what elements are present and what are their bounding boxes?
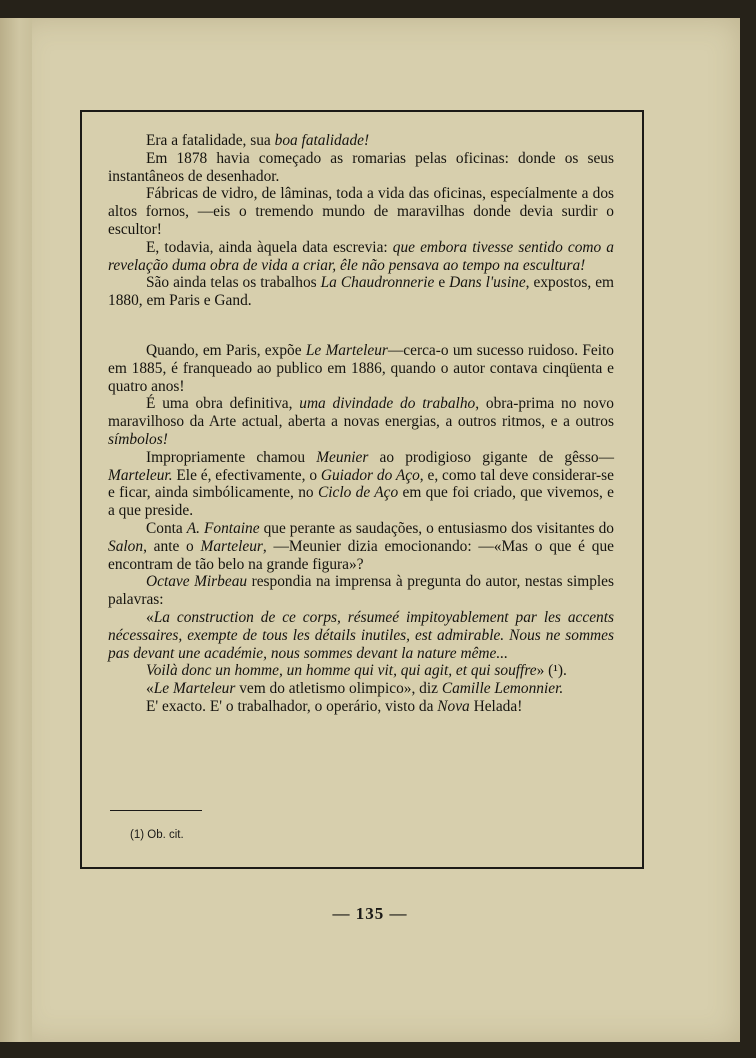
italic-run: Camille Lemonnier. — [441, 680, 564, 698]
italic-run: A. Fontaine — [186, 519, 260, 537]
text-run: vem do atletismo olimpico», diz — [235, 680, 442, 698]
paragraph — [108, 573, 614, 609]
text-run: , expostos, em 1880, em Paris e Gand. — [108, 274, 614, 310]
italic-run: boa fatalidade! — [274, 132, 370, 149]
text-run: É uma obra definitiva, — [146, 395, 300, 413]
text-run: , obra-prima no novo maravilhoso da Arte actual, aberta a novas energias, a outros ritmos, e a outros — [108, 395, 614, 431]
text-run: Em 1878 havia começado as romarias pelas oficinas: donde os seus instantâneos de desenhador. — [108, 149, 614, 185]
italic-run: Dans l'usine — [449, 274, 526, 292]
text-run: Helada! — [469, 697, 523, 715]
paragraph — [108, 520, 614, 573]
body-text — [108, 132, 614, 716]
footnote: (1) Ob. cit. — [130, 829, 184, 841]
italic-run: Marteleur. — [108, 466, 173, 484]
text-run: Quando, em Paris, expõe — [146, 341, 306, 359]
italic-run: Marteleur — [200, 537, 263, 555]
italic-run: Ciclo de Aço — [317, 484, 399, 502]
text-run: São ainda telas os trabalhos — [146, 274, 321, 292]
text-run: que perante as saudações, o entusiasmo dos visitantes do — [259, 519, 614, 537]
text-run: Fábricas de vidro, de lâminas, toda a vida das oficinas, especíalmente a dos altos fornos, —eis o tremendo mundo de maravilhas donde devia surdir o escultor! — [108, 185, 614, 238]
text-run: —cerca-o um sucesso ruidoso. Feito em 1885, é franqueado ao publico em 1886, quando o autor contava cinqüenta e quatro anos! — [108, 341, 614, 395]
italic-run: Octave Mirbeau — [146, 573, 248, 591]
paragraph — [108, 342, 614, 395]
text-run: « — [146, 608, 154, 626]
paragraph-gap — [108, 310, 614, 342]
text-run: Ele é, efectivamente, o — [172, 466, 321, 484]
text-run: E' exacto. E' o trabalhador, o operário, visto da — [146, 697, 438, 715]
paragraph — [108, 680, 614, 698]
paragraph — [108, 132, 614, 150]
paragraph — [108, 185, 614, 238]
italic-run: que embora tivesse sentido como a revelação duma obra de vida a criar, êle não pensava ao tempo na escultura! — [108, 238, 615, 274]
italic-run: Le Marteleur — [305, 341, 388, 359]
text-run: e — [434, 274, 450, 292]
italic-run: La Chaudronnerie — [320, 274, 435, 292]
italic-run: Salon — [108, 537, 144, 555]
text-run: , —Meunier dizia emocionando: —«Mas o que é que encontram de tão belo na grande figura»? — [108, 537, 614, 573]
text-run: respondia na imprensa à pregunta do autor, nestas simples palavras: — [108, 573, 614, 609]
text-run: « — [146, 680, 154, 698]
paragraph — [108, 395, 614, 448]
text-run: Impropriamente chamou — [146, 448, 317, 466]
page-edge — [0, 18, 32, 1042]
paragraph — [108, 698, 614, 716]
paragraph — [108, 449, 614, 520]
italic-run: Le Marteleur — [153, 680, 236, 698]
text-run: em que foi criado, que vivemos, e a que preside. — [108, 484, 614, 520]
footnote-rule — [110, 810, 202, 811]
italic-run: Nova — [437, 697, 470, 715]
text-run: » (¹). — [536, 662, 567, 680]
paragraph — [108, 609, 614, 662]
paragraph — [108, 150, 614, 186]
italic-run: Guiador do Aço — [320, 466, 420, 484]
text-run: E, todavia, ainda àquela data escrevia: — [146, 238, 393, 256]
text-run: Era a fatalidade, sua — [146, 132, 275, 149]
italic-run: Voilà donc un homme, un homme qui vit, qui agit, et qui souffre — [146, 662, 537, 680]
italic-run: uma divindade do trabalho — [299, 395, 476, 413]
italic-run: Meunier — [316, 448, 369, 466]
italic-run: La construction de ce corps, résumeé impitoyablement par les accents nécessaires, exempte de tous les détails inutiles, est admirable. Nous ne sommes pas devant une académie, nous sommes devant la nature même... — [108, 608, 614, 662]
text-run: , ante o — [143, 537, 201, 555]
paragraph — [108, 239, 614, 275]
text-run: ao prodigioso gigante de gêsso— — [368, 448, 614, 466]
italic-run: símbolos! — [108, 430, 168, 448]
text-run: Conta — [146, 519, 187, 537]
text-run: , e, como tal deve considerar-se e ficar, ainda simbólicamente, no — [108, 466, 614, 502]
paragraph — [108, 662, 614, 680]
paragraph — [108, 274, 614, 310]
page-number: — 135 — — [332, 904, 408, 923]
